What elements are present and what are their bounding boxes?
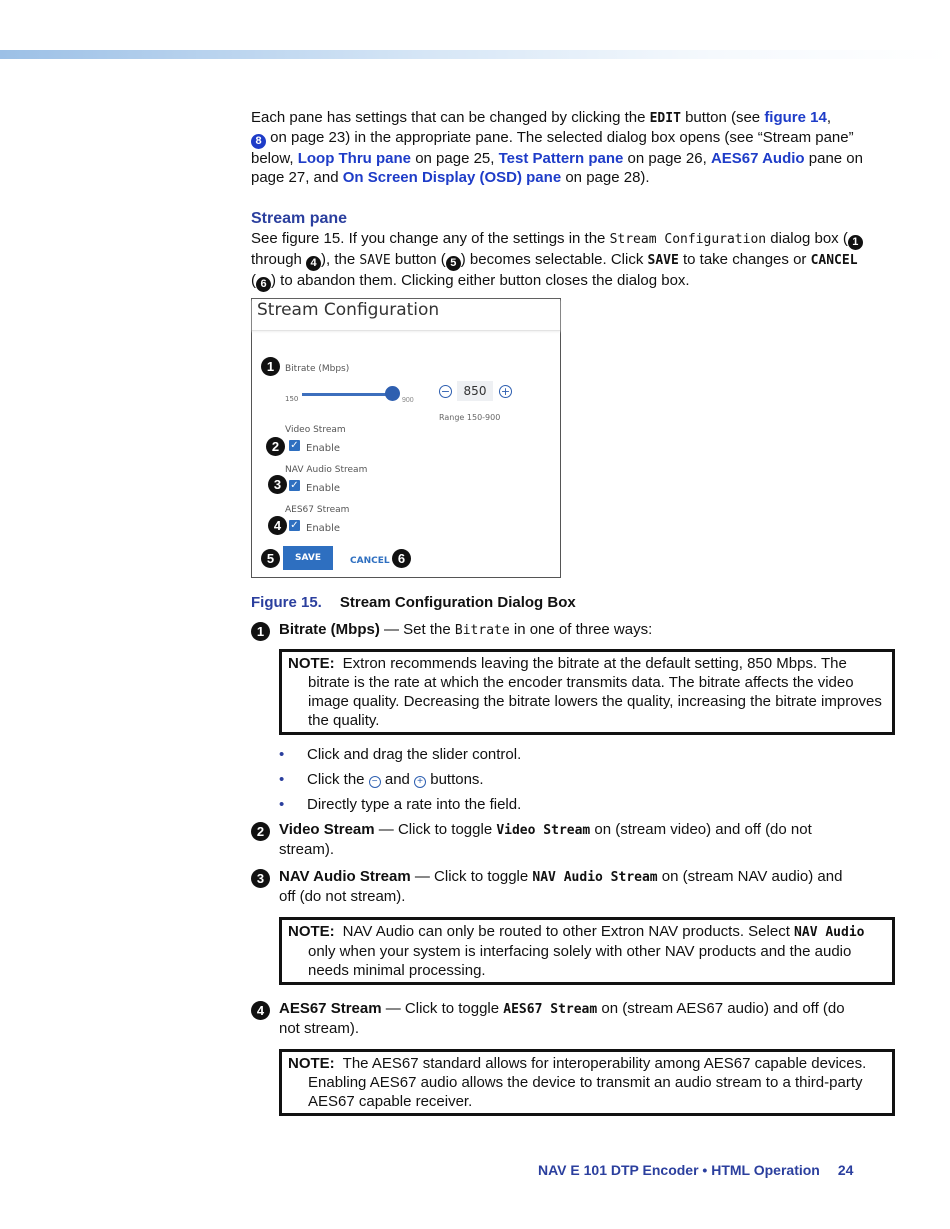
- item-label: Bitrate (Mbps): [279, 621, 380, 638]
- nav-audio-label: NAV Audio Stream: [285, 465, 368, 475]
- callout-5-icon: 5: [446, 256, 461, 271]
- minus-circle-icon: −: [369, 776, 381, 788]
- nav-audio-enable-label: Enable: [306, 483, 341, 494]
- loop-thru-link[interactable]: Loop Thru pane: [297, 150, 412, 167]
- bitrate-label: Bitrate (Mbps): [285, 364, 350, 374]
- list-item-text: Click and drag the slider control.: [307, 746, 522, 763]
- list-item-text: Directly type a rate into the field.: [307, 796, 522, 813]
- item-text: on (stream NAV audio) and off (do not stream).: [279, 868, 843, 905]
- nav-audio-code: NAV Audio: [794, 925, 865, 940]
- stream-config-dialog: [251, 298, 561, 578]
- bullet-icon: •: [279, 771, 285, 788]
- list-item-text: buttons.: [426, 771, 484, 788]
- bitrate-methods-list: [279, 745, 863, 814]
- cancel-code: CANCEL: [810, 253, 858, 268]
- intro-text: on page 26,: [623, 150, 711, 167]
- callout-4-icon: 4: [251, 1001, 270, 1020]
- intro-text: button (see: [680, 109, 765, 126]
- list-item: [279, 770, 863, 789]
- osd-pane-link[interactable]: On Screen Display (OSD) pane: [342, 169, 562, 186]
- callout-4-icon: 4: [268, 516, 287, 535]
- item-label: NAV Audio Stream: [279, 868, 411, 885]
- stream-text: through: [251, 251, 307, 268]
- slider-max-label: 900: [402, 397, 414, 404]
- slider-min-label: 150: [285, 395, 299, 403]
- increment-button[interactable]: +: [500, 385, 511, 398]
- video-stream-code: Video Stream: [496, 823, 591, 838]
- intro-text: pane on page 27, and: [251, 150, 863, 186]
- intro-text: on page 28).: [561, 169, 650, 186]
- intro-paragraph: [251, 108, 863, 187]
- item-bitrate: [251, 620, 863, 640]
- note-label: NOTE:: [288, 655, 335, 672]
- nav-audio-enable-checkbox[interactable]: ✓: [290, 480, 299, 491]
- callout-4-icon: 4: [306, 256, 321, 271]
- callout-1-icon: 1: [848, 235, 863, 250]
- callout-6-icon: 6: [256, 277, 271, 292]
- intro-text: on page 25,: [411, 150, 499, 167]
- item-label: AES67 Stream: [279, 1000, 382, 1017]
- item-text: — Click to toggle: [374, 821, 497, 838]
- page-content: [251, 108, 882, 1116]
- figure-caption: [251, 593, 863, 612]
- stream-text: ), the: [321, 251, 360, 268]
- page-footer: [538, 1162, 853, 1178]
- item-text: in one of three ways:: [509, 621, 653, 638]
- callout-5-icon: 5: [261, 549, 280, 568]
- stream-text: ) becomes selectable. Click: [460, 251, 648, 268]
- stream-text: See figure 15. If you change any of the settings in the: [251, 230, 610, 247]
- callout-1-icon: 1: [261, 357, 280, 376]
- callout-3-icon: 3: [251, 869, 270, 888]
- figure-title: Stream Configuration Dialog Box: [339, 594, 576, 611]
- callout-2-icon: 2: [266, 437, 285, 456]
- video-stream-label: Video Stream: [285, 425, 346, 435]
- intro-text: Each pane has settings that can be changed by clicking the: [251, 109, 650, 126]
- bitrate-slider-thumb[interactable]: [385, 386, 400, 401]
- save-button[interactable]: SAVE: [283, 546, 333, 570]
- decrement-button[interactable]: −: [440, 385, 451, 398]
- item-video-stream: [251, 820, 863, 859]
- nav-audio-stream-code: NAV Audio Stream: [532, 870, 658, 885]
- item-text: — Click to toggle: [410, 868, 533, 885]
- callout-2-icon: 2: [251, 822, 270, 841]
- note-text: only when your system is interfacing solely with other NAV products and the audio needs minimal processing.: [308, 943, 852, 979]
- aes67-enable-label: Enable: [306, 523, 341, 534]
- save-code: SAVE: [359, 253, 391, 268]
- bullet-icon: •: [279, 746, 285, 763]
- stream-text: (: [251, 272, 256, 289]
- cancel-button[interactable]: CANCEL: [350, 556, 390, 566]
- nav-audio-note: [279, 917, 895, 985]
- page-number: 24: [837, 1162, 854, 1178]
- callout-3-icon: 3: [268, 475, 287, 494]
- list-item-text: Click the: [307, 771, 369, 788]
- range-hint: Range 150-900: [439, 413, 501, 422]
- note-label: NOTE:: [288, 923, 335, 940]
- intro-text: ,: [826, 109, 832, 126]
- bitrate-input[interactable]: 850: [457, 381, 493, 401]
- figure-number: Figure 15.: [251, 594, 322, 611]
- figure-14-link[interactable]: figure 14: [764, 109, 827, 126]
- stream-config-code: Stream Configuration: [609, 232, 767, 247]
- list-item: [279, 795, 863, 814]
- item-aes67-stream: [251, 999, 863, 1038]
- item-nav-audio-stream: [251, 867, 863, 906]
- save-code: SAVE: [647, 253, 679, 268]
- item-text: on (stream video) and off (do not stream).: [279, 821, 812, 858]
- video-enable-label: Enable: [306, 443, 341, 454]
- dialog-title: Stream Configuration: [252, 299, 560, 331]
- bitrate-code: Bitrate: [454, 623, 510, 638]
- aes67-label: AES67 Stream: [285, 505, 350, 515]
- note-text: NAV Audio can only be routed to other Extron NAV products. Select: [342, 923, 795, 940]
- footer-title: NAV E 101 DTP Encoder • HTML Operation: [538, 1162, 820, 1178]
- item-text: — Click to toggle: [381, 1000, 504, 1017]
- item-text: on (stream AES67 audio) and off (do not stream).: [279, 1000, 845, 1037]
- aes67-audio-link[interactable]: AES67 Audio: [710, 150, 805, 167]
- test-pattern-link[interactable]: Test Pattern pane: [498, 150, 624, 167]
- stream-paragraph: [251, 229, 863, 292]
- video-enable-checkbox[interactable]: ✓: [290, 440, 299, 451]
- plus-circle-icon: +: [414, 776, 426, 788]
- callout-1-icon: 1: [251, 622, 270, 641]
- note-text: The AES67 standard allows for interoperability among AES67 capable devices. Enabling AES67 audio allows the device to transmit an audio stream to a third-party AES67 capable receiver.: [308, 1055, 867, 1110]
- bitrate-note: [279, 649, 895, 735]
- stream-pane-heading: Stream pane: [251, 210, 348, 227]
- note-label: NOTE:: [288, 1055, 335, 1072]
- edit-code: EDIT: [649, 111, 681, 126]
- stream-text: dialog box (: [766, 230, 848, 247]
- aes67-note: [279, 1049, 895, 1116]
- list-item-text: and: [380, 771, 415, 788]
- aes67-enable-checkbox[interactable]: ✓: [290, 520, 299, 531]
- item-label: Video Stream: [279, 821, 375, 838]
- intro-text: on page 23) in the appropriate pane. The selected dialog box opens (see “Stream pane” below,: [251, 129, 854, 167]
- stream-text: ) to abandon them. Clicking either button closes the dialog box.: [271, 272, 690, 289]
- stream-text: to take changes or: [678, 251, 811, 268]
- stream-text: button (: [390, 251, 446, 268]
- callout-8-icon: 8: [251, 134, 266, 149]
- list-item: [279, 745, 863, 764]
- aes67-stream-code: AES67 Stream: [503, 1002, 598, 1017]
- bullet-icon: •: [279, 796, 285, 813]
- header-gradient-bar: [0, 50, 950, 59]
- note-text: Extron recommends leaving the bitrate at the default setting, 850 Mbps. The bitrate is the rate at which the encoder transmits data. The bitrate affects the video image quality. Decreasing the bitrate lowers the quality, increasing the bitrate improves the quality.: [308, 655, 882, 729]
- item-text: — Set the: [379, 621, 455, 638]
- callout-6-icon: 6: [392, 549, 411, 568]
